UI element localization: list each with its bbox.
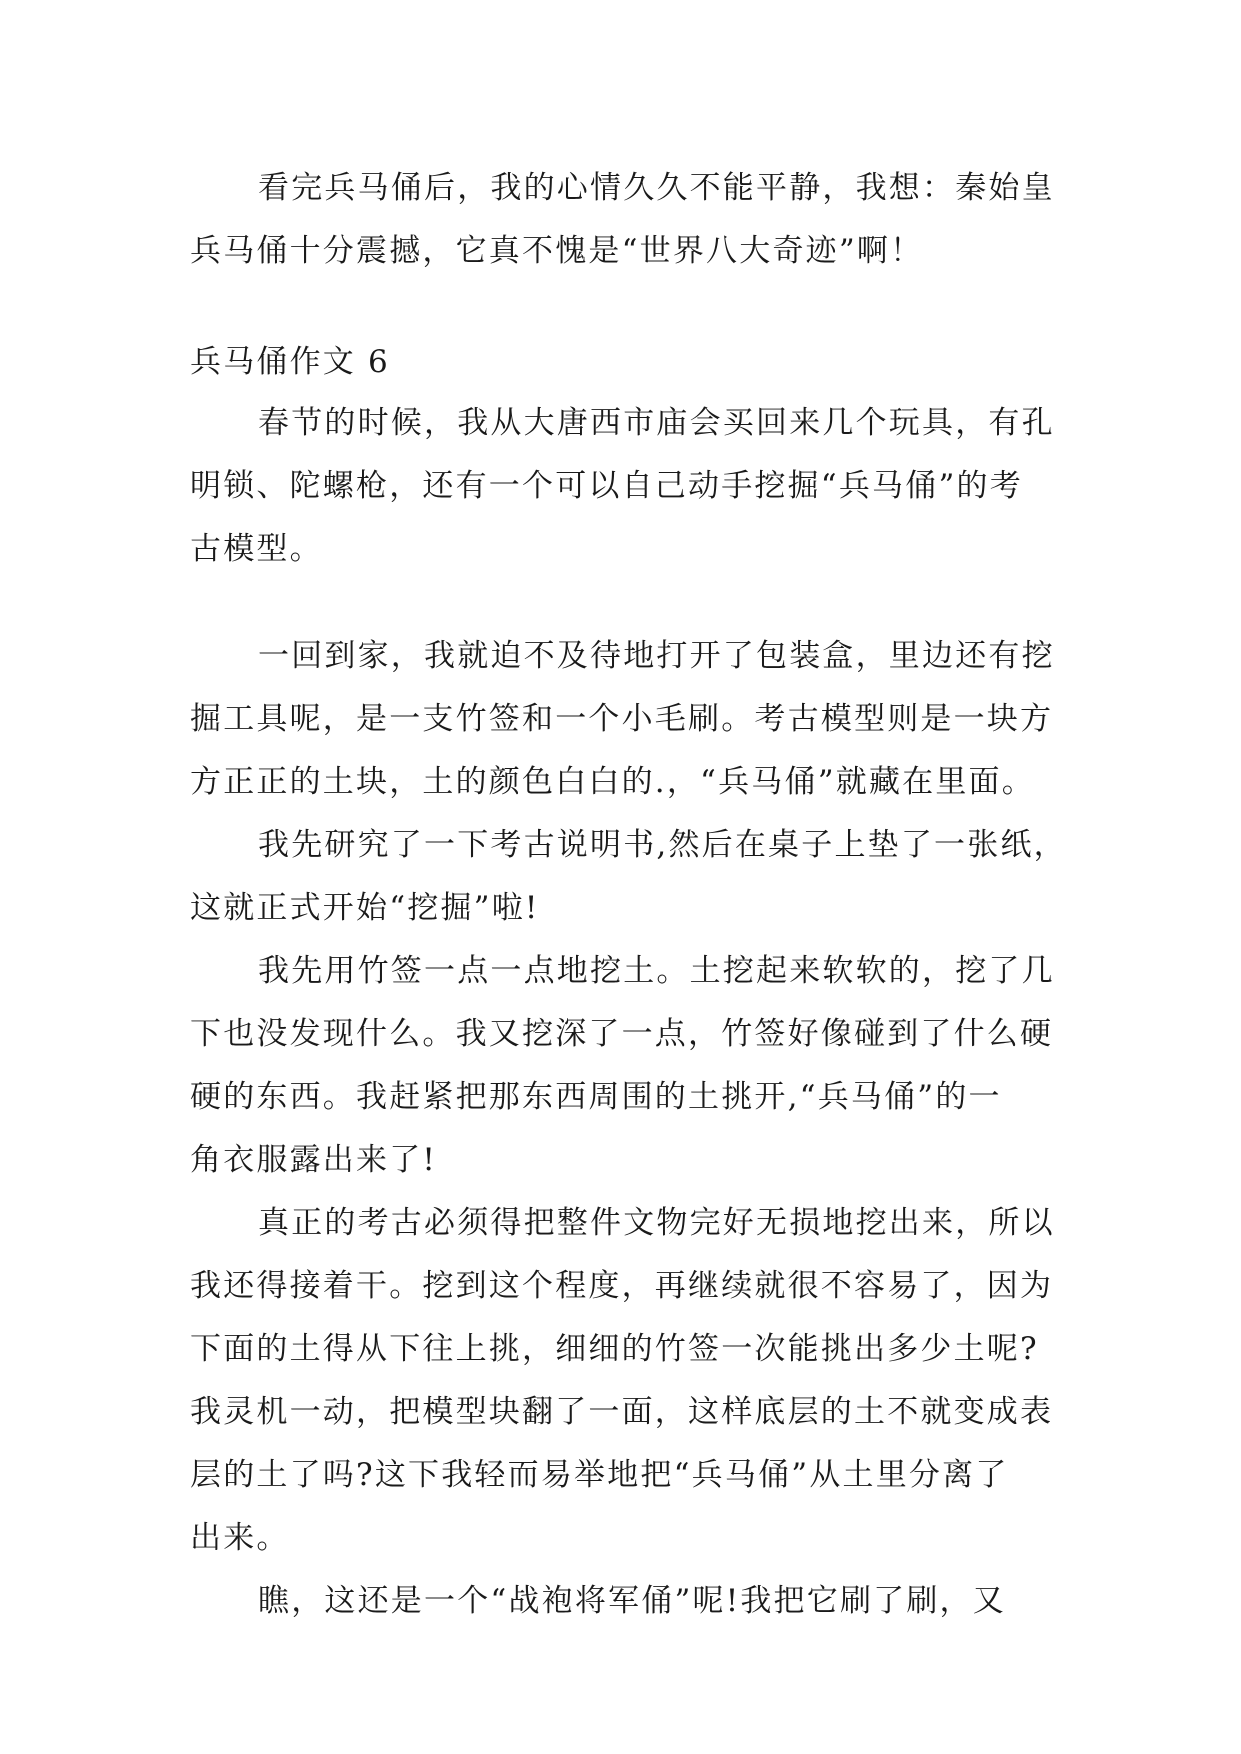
paragraph-line: 下也没发现什么。我又挖深了一点，竹签好像碰到了什么硬 xyxy=(190,1016,1054,1052)
paragraph-line: 掘工具呢，是一支竹签和一个小毛刷。考古模型则是一块方 xyxy=(190,701,1054,737)
paragraph-line: 春节的时候，我从大唐西市庙会买回来几个玩具，有孔 xyxy=(258,405,1055,441)
paragraph-line: 层的土了吗?这下我轻而易举地把“兵马俑”从土里分离了 xyxy=(190,1457,1009,1493)
paragraph-line: 一回到家，我就迫不及待地打开了包装盒，里边还有挖 xyxy=(258,638,1055,674)
paragraph-line: 出来。 xyxy=(190,1520,290,1556)
paragraph-line: 真正的考古必须得把整件文物完好无损地挖出来，所以 xyxy=(258,1205,1055,1241)
paragraph-line: 我先研究了一下考古说明书,然后在桌子上垫了一张纸， xyxy=(258,827,1067,863)
paragraph-line: 兵马俑十分震撼，它真不愧是“世界八大奇迹”啊！ xyxy=(190,233,924,269)
paragraph-line: 瞧，这还是一个“战袍将军俑”呢!我把它刷了刷，又 xyxy=(258,1583,1006,1619)
paragraph-line: 明锁、陀螺枪，还有一个可以自己动手挖掘“兵马俑”的考 xyxy=(190,468,1023,504)
paragraph-line: 硬的东西。我赶紧把那东西周围的土挑开,“兵马俑”的一 xyxy=(190,1079,1002,1115)
paragraph-line: 角衣服露出来了! xyxy=(190,1142,438,1178)
section-heading: 兵马俑作文 6 xyxy=(190,344,390,380)
paragraph-line: 我还得接着干。挖到这个程度，再继续就很不容易了，因为 xyxy=(190,1268,1054,1304)
paragraph-line: 方正正的土块，土的颜色白白的.，“兵马俑”就藏在里面。 xyxy=(190,764,1035,800)
paragraph-line: 古模型。 xyxy=(190,531,323,567)
paragraph-line: 我先用竹签一点一点地挖土。土挖起来软软的，挖了几 xyxy=(258,953,1055,989)
paragraph-line: 这就正式开始“挖掘”啦! xyxy=(190,890,540,926)
paragraph-line: 我灵机一动，把模型块翻了一面，这样底层的土不就变成表 xyxy=(190,1394,1054,1430)
paragraph-line: 看完兵马俑后，我的心情久久不能平静，我想：秦始皇 xyxy=(258,170,1055,206)
paragraph-line: 下面的土得从下往上挑，细细的竹签一次能挑出多少土呢? xyxy=(190,1331,1039,1367)
